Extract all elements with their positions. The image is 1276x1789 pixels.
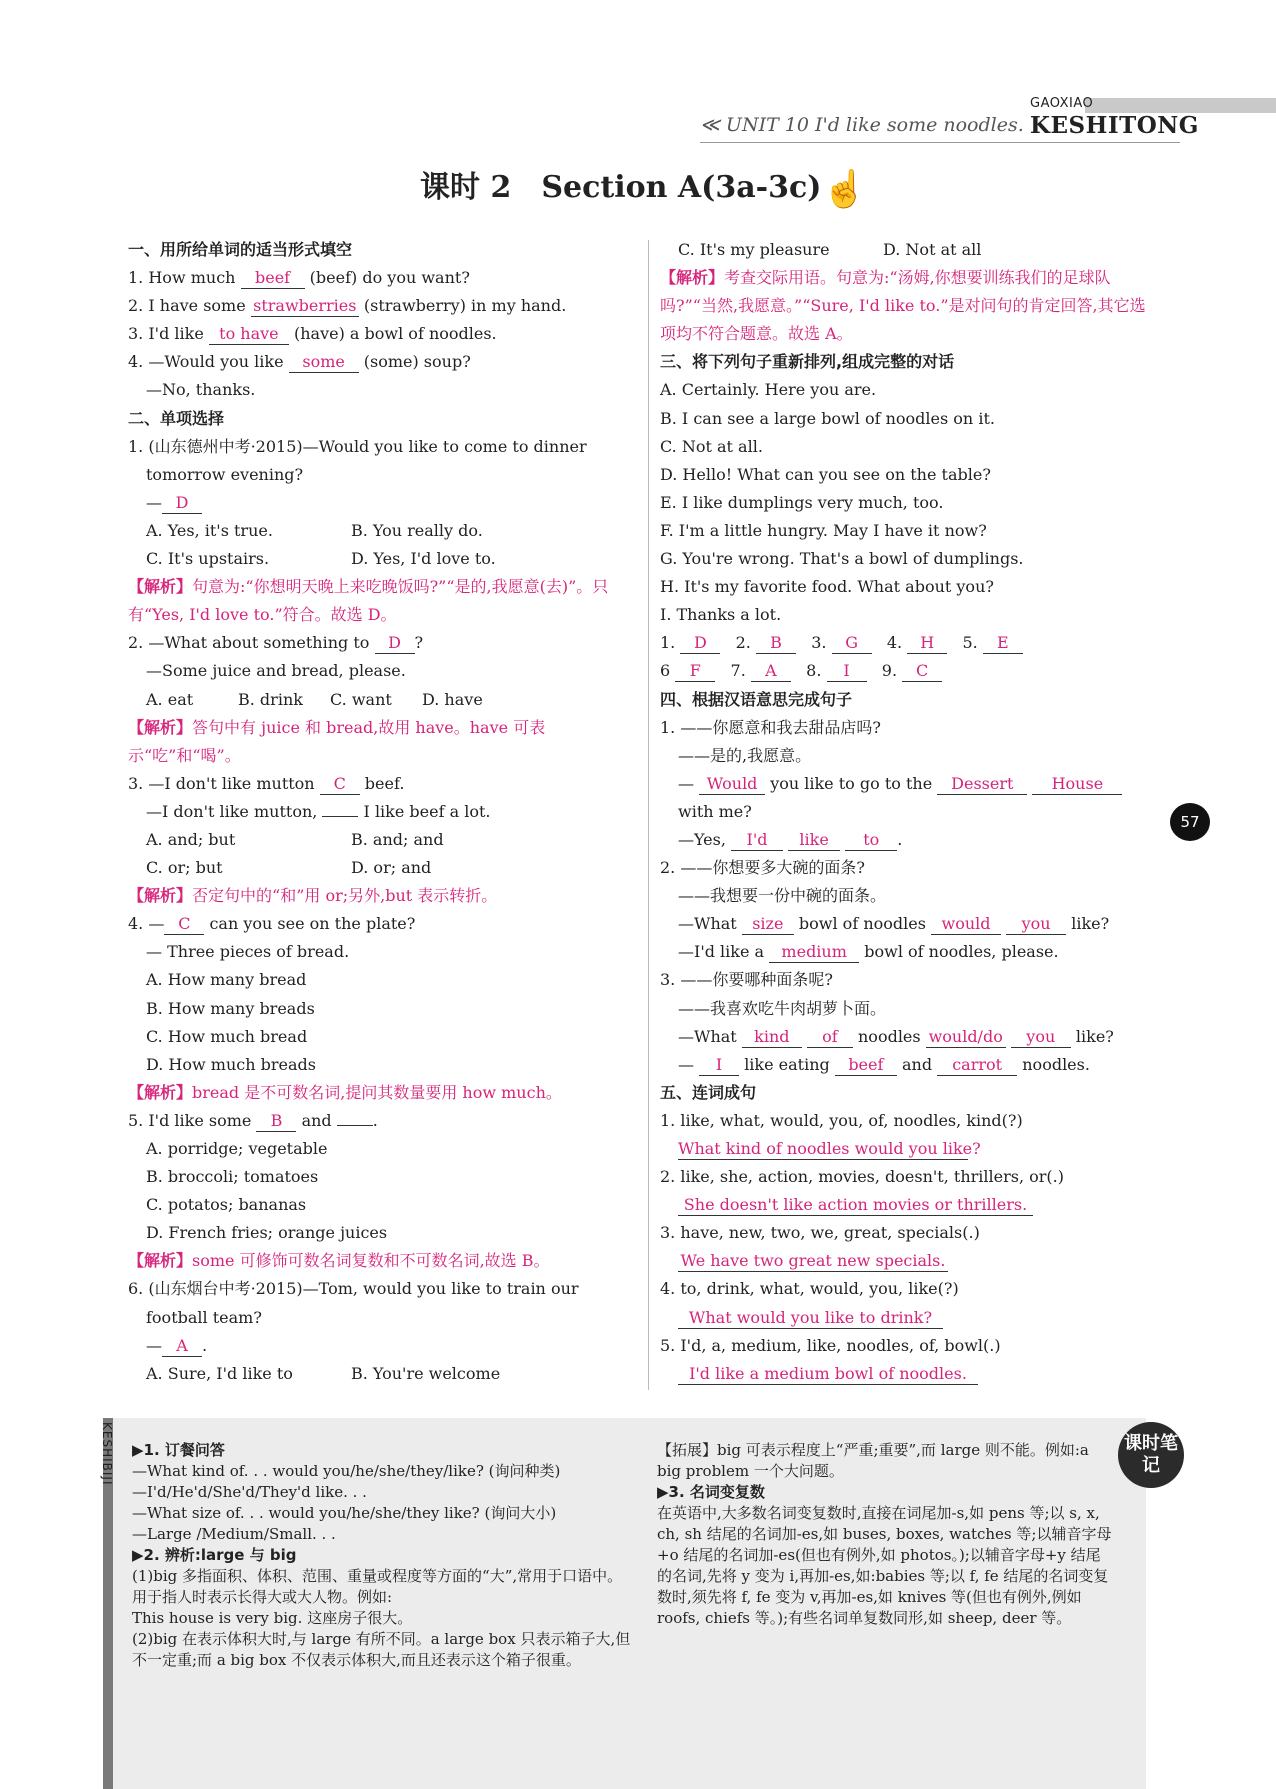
trans3-q: 3. ——你要哪种面条呢? bbox=[660, 970, 833, 990]
words3-answer bbox=[660, 1247, 1160, 1275]
column-divider bbox=[648, 240, 649, 1390]
order-sentence-g: G. You're wrong. That's a bowl of dumplings. bbox=[660, 549, 1024, 569]
answer-blank[interactable]: F bbox=[675, 661, 715, 682]
answer-blank[interactable]: of bbox=[807, 1027, 853, 1048]
order-sentence-c: C. Not at all. bbox=[660, 436, 763, 456]
mc6-options-ab: A. Sure, I'd like to B. You're welcome bbox=[146, 1363, 501, 1383]
mc1-explanation: 【解析】句意为:“你想明天晚上来吃晚饭吗?”“是的,我愿意(去)”。只有“Yes, I'd love to.”符合。故选 D。 bbox=[128, 577, 609, 625]
trans2-line1: —What size bowl of noodles would you like? bbox=[678, 914, 1110, 934]
answer-line[interactable]: I'd like a medium bowl of noodles. bbox=[678, 1364, 978, 1385]
header-small-brand: GAOXIAO bbox=[1030, 96, 1094, 111]
notes-item-3-title: ▶3. 名词变复数 bbox=[657, 1483, 765, 1501]
answer-line[interactable]: We have two great new specials. bbox=[678, 1251, 948, 1272]
mc3-options-cd: C. or; but D. or; and bbox=[146, 858, 432, 878]
answer-blank[interactable]: B bbox=[756, 633, 796, 654]
header-rule bbox=[700, 142, 1180, 143]
page-number-badge: 57 bbox=[1170, 803, 1210, 841]
order-sentence-i: I. Thanks a lot. bbox=[660, 605, 782, 625]
answer-blank[interactable]: beef bbox=[241, 268, 305, 289]
mc1-answer: — D bbox=[128, 489, 633, 517]
section-2-title: 二、单项选择 bbox=[128, 408, 225, 428]
order-sentence-d: D. Hello! What can you see on the table? bbox=[660, 464, 991, 484]
mc5-option-b: B. broccoli; tomatoes bbox=[146, 1167, 319, 1187]
fill-q4: 4. —Would you like some (some) soup? bbox=[128, 352, 471, 372]
mc4-option-b: B. How many breads bbox=[146, 998, 315, 1018]
answer-blank[interactable]: you bbox=[1011, 1027, 1071, 1048]
header-bar bbox=[1085, 98, 1276, 113]
mc5-stem: 5. I'd like some B and . bbox=[128, 1110, 378, 1130]
mc6-explanation: 【解析】考查交际用语。句意为:“汤姆,你想要训练我们的足球队吗?”“当然,我愿意。”“Sure, I'd like to.”是对问句的肯定回答,其它选项均不符合题意。故选 A。 bbox=[660, 268, 1146, 344]
mc1-options-cd: C. It's upstairs. D. Yes, I'd love to. bbox=[146, 549, 496, 569]
notes-text: —Large /Medium/Small. . . bbox=[132, 1525, 336, 1543]
order-sentence-a: A. Certainly. Here you are. bbox=[660, 380, 877, 400]
words5: 5. I'd, a, medium, like, noodles, of, bowl(.) bbox=[660, 1335, 1001, 1355]
mc2-options: A. eat B. drink C. want D. have bbox=[146, 689, 483, 709]
answer-blank[interactable]: Dessert bbox=[937, 774, 1027, 795]
notes-text: (1)big 多指面积、体积、范围、重量或程度等方面的“大”,常用于口语中。用于指人时表示长得大或大人物。例如: bbox=[132, 1567, 623, 1606]
mc5-option-c: C. potatos; bananas bbox=[146, 1195, 307, 1215]
answer-line[interactable]: She doesn't like action movies or thrillers. bbox=[678, 1195, 1033, 1216]
answer-blank[interactable]: kind bbox=[742, 1027, 802, 1048]
answer-line[interactable]: What kind of noodles would you like? bbox=[678, 1139, 981, 1158]
section-3-title: 三、将下列句子重新排列,组成完整的对话 bbox=[660, 352, 955, 372]
fill-q2: 2. I have some strawberries (strawberry) in my hand. bbox=[128, 296, 567, 316]
notes-item-2-title: ▶2. 辨析:large 与 big bbox=[132, 1546, 297, 1564]
answer-blank[interactable]: C bbox=[320, 774, 360, 795]
header-brand: KESHITONG bbox=[1030, 112, 1199, 139]
answer-blank[interactable]: D bbox=[375, 633, 415, 654]
right-column bbox=[660, 236, 1160, 1388]
mc3-explanation: 【解析】否定句中的“和”用 or;另外,but 表示转折。 bbox=[128, 886, 498, 906]
notes-text: —What size of. . . would you/he/she/they like? (询问大小) bbox=[132, 1504, 557, 1522]
answer-blank[interactable]: to have bbox=[209, 324, 289, 345]
answer-blank[interactable]: you bbox=[1006, 914, 1066, 935]
mc5-option-d: D. French fries; orange juices bbox=[146, 1223, 388, 1243]
answer-blank[interactable]: beef bbox=[835, 1055, 897, 1076]
answer-blank[interactable]: strawberries bbox=[251, 296, 359, 317]
words5-answer bbox=[660, 1360, 1160, 1388]
mc1-stem-cont: tomorrow evening? bbox=[146, 464, 304, 484]
notes-left-column bbox=[132, 1440, 632, 1671]
words1: 1. like, what, would, you, of, noodles, kind(?) bbox=[660, 1110, 1023, 1130]
answer-blank[interactable]: D bbox=[680, 633, 720, 654]
order-sentence-b: B. I can see a large bowl of noodles on it. bbox=[660, 408, 995, 428]
order-sentence-e: E. I like dumplings very much, too. bbox=[660, 492, 944, 512]
mc6-options-cd: C. It's my pleasure D. Not at all bbox=[678, 240, 982, 259]
answer-blank[interactable]: A bbox=[751, 661, 791, 682]
words4: 4. to, drink, what, would, you, like(?) bbox=[660, 1279, 959, 1299]
page-title: 课时 2 Section A(3a-3c) bbox=[420, 170, 822, 205]
order-sentence-f: F. I'm a little hungry. May I have it now? bbox=[660, 520, 987, 540]
mc4-option-a: A. How many bread bbox=[146, 970, 307, 990]
answer-blank[interactable]: medium bbox=[769, 942, 859, 963]
words2: 2. like, she, action, movies, doesn't, thrillers, or(.) bbox=[660, 1167, 1064, 1187]
left-column bbox=[128, 236, 633, 1388]
words1-answer bbox=[660, 1135, 1160, 1163]
trans2-line2: —I'd like a medium bowl of noodles, please. bbox=[678, 942, 1059, 962]
trans2-q: 2. ——你想要多大碗的面条? bbox=[660, 858, 865, 878]
trans1-line3: —Yes, I'd like to . bbox=[678, 829, 903, 849]
answer-blank[interactable]: size bbox=[742, 914, 794, 935]
answer-blank[interactable]: would bbox=[931, 914, 1001, 935]
trans1-line1: — Would you like to go to the Dessert House bbox=[660, 770, 1160, 798]
answer-blank[interactable]: some bbox=[289, 352, 359, 373]
fill-q3: 3. I'd like to have (have) a bowl of noodles. bbox=[128, 324, 497, 344]
mc3-stem: 3. —I don't like mutton C beef. bbox=[128, 773, 405, 793]
mc5-option-a: A. porridge; vegetable bbox=[146, 1139, 328, 1158]
answer-blank[interactable]: C bbox=[164, 914, 204, 935]
notes-side-label: KESHIBIJI bbox=[100, 1422, 114, 1486]
fill-q1: 1. How much beef (beef) do you want? bbox=[128, 268, 470, 288]
notes-item-1-title: ▶1. 订餐问答 bbox=[132, 1441, 225, 1459]
trans1-line2: with me? bbox=[678, 801, 752, 821]
section-5-title: 五、连词成句 bbox=[660, 1082, 757, 1102]
trans1-q: 1. ——你愿意和我去甜品店吗? bbox=[660, 717, 881, 737]
mc4-stem: 4. — C can you see on the plate? bbox=[128, 914, 416, 934]
answer-blank[interactable]: E bbox=[983, 633, 1023, 654]
answer-blank[interactable] bbox=[337, 1125, 373, 1126]
notes-right-column bbox=[657, 1440, 1112, 1629]
notes-text: —I'd/He'd/She'd/They'd like. . . bbox=[132, 1483, 367, 1501]
mc1-stem: 1. (山东德州中考·2015)—Would you like to come to dinner bbox=[128, 436, 587, 456]
answer-blank[interactable]: B bbox=[256, 1111, 296, 1132]
answer-blank[interactable]: House bbox=[1032, 774, 1122, 795]
mc5-explanation: 【解析】some 可修饰可数名词复数和不可数名词,故选 B。 bbox=[128, 1251, 550, 1271]
section-4-title: 四、根据汉语意思完成句子 bbox=[660, 689, 853, 709]
notes-text: This house is very big. 这座房子很大。 bbox=[132, 1609, 413, 1627]
answer-line[interactable]: What would you like to drink? bbox=[678, 1308, 943, 1329]
mc6-answer: — A . bbox=[146, 1335, 208, 1355]
mc2-reply: —Some juice and bread, please. bbox=[146, 661, 406, 681]
answer-blank[interactable]: would/do bbox=[926, 1027, 1006, 1048]
trans1-a: ——是的,我愿意。 bbox=[678, 745, 812, 765]
notes-extension: 【拓展】big 可表示程度上“严重;重要”,而 large 则不能。例如:a big problem 一个大问题。 bbox=[657, 1441, 1089, 1480]
mc4-reply: — Three pieces of bread. bbox=[146, 942, 350, 962]
section-1-title: 一、用所给单词的适当形式填空 bbox=[128, 240, 353, 259]
words3: 3. have, new, two, we, great, specials(.) bbox=[660, 1223, 980, 1243]
trans3-line2: — I like eating beef and carrot noodles. bbox=[678, 1054, 1090, 1074]
mc4-option-c: C. How much bread bbox=[146, 1026, 308, 1046]
answer-blank[interactable]: I'd bbox=[731, 830, 783, 851]
notes-text: (2)big 在表示体积大时,与 large 有所不同。a large box 只表示箱子大,但不一定重;而 a big box 不仅表示体积大,而且还表示这个箱子很重。 bbox=[132, 1630, 631, 1669]
answer-blank[interactable]: carrot bbox=[937, 1055, 1017, 1076]
answer-blank[interactable]: I bbox=[827, 661, 867, 682]
answer-blank[interactable]: D bbox=[162, 493, 202, 514]
answer-blank[interactable]: A bbox=[162, 1336, 202, 1357]
mc2-stem: 2. —What about something to D ? bbox=[128, 633, 424, 653]
pointing-hand-icon: ☝ bbox=[822, 169, 867, 210]
trans3-line1: —What kind of noodles would/do you like? bbox=[678, 1026, 1114, 1046]
fill-q4-reply: —No, thanks. bbox=[146, 380, 256, 400]
notes-badge: 课时笔记 bbox=[1118, 1422, 1184, 1488]
answer-blank[interactable]: Would bbox=[699, 774, 765, 795]
answer-blank[interactable]: C bbox=[902, 661, 942, 682]
mc4-option-d: D. How much breads bbox=[146, 1054, 316, 1074]
mc2-explanation: 【解析】答句中有 juice 和 bread,故用 have。have 可表示“吃”和“喝”。 bbox=[128, 717, 546, 765]
trans2-a: ——我想要一份中碗的面条。 bbox=[678, 886, 887, 906]
words4-answer bbox=[660, 1304, 1160, 1332]
mc1-options-ab: A. Yes, it's true. B. You really do. bbox=[146, 520, 483, 540]
mc6-stem-cont: football team? bbox=[146, 1307, 262, 1327]
notes-text: —What kind of. . . would you/he/she/they/like? (询问种类) bbox=[132, 1462, 561, 1480]
trans3-a: ——我喜欢吃牛肉胡萝卜面。 bbox=[678, 998, 887, 1018]
notes-text: 在英语中,大多数名词变复数时,直接在词尾加-s,如 pens 等;以 s, x, ch, sh 结尾的名词加-es,如 buses, boxes, watches 等;以辅音字母+o 结尾的名词加-es(但也有例外,如 photos。);以辅音字母+y 结尾的名词,先将 y 变为 i,再加-es,如:babies 等;以 f, fe 结尾的名词变复数时,须先将 f, fe 变为 v,再加-es,如 knives 等(但也有例外,例如 roofs, chiefs 等。);有些名词单复数同形,如 sheep, deer 等。 bbox=[657, 1504, 1112, 1627]
order-answers-row1: 1. D 2. B 3. G 4. H 5. E bbox=[660, 629, 1160, 657]
answer-blank[interactable]: like bbox=[788, 830, 840, 851]
answer-blank[interactable]: H bbox=[907, 633, 947, 654]
mc6-stem: 6. (山东烟台中考·2015)—Tom, would you like to train our bbox=[128, 1279, 579, 1299]
words2-answer bbox=[660, 1191, 1160, 1219]
answer-blank[interactable]: G bbox=[832, 633, 872, 654]
answer-blank[interactable]: to bbox=[845, 830, 897, 851]
order-answers-row2: 6 F 7. A 8. I 9. C bbox=[660, 657, 1160, 685]
answer-blank[interactable] bbox=[322, 816, 358, 817]
header-unit-title: ≪ UNIT 10 I'd like some noodles. bbox=[700, 114, 1024, 136]
mc3-options-ab: A. and; but B. and; and bbox=[146, 829, 444, 849]
order-sentence-h: H. It's my favorite food. What about you? bbox=[660, 577, 994, 597]
answer-blank[interactable]: I bbox=[699, 1055, 739, 1076]
mc3-stem-cont: —I don't like mutton, I like beef a lot. bbox=[146, 801, 491, 821]
mc4-explanation: 【解析】bread 是不可数名词,提问其数量要用 how much。 bbox=[128, 1082, 562, 1102]
